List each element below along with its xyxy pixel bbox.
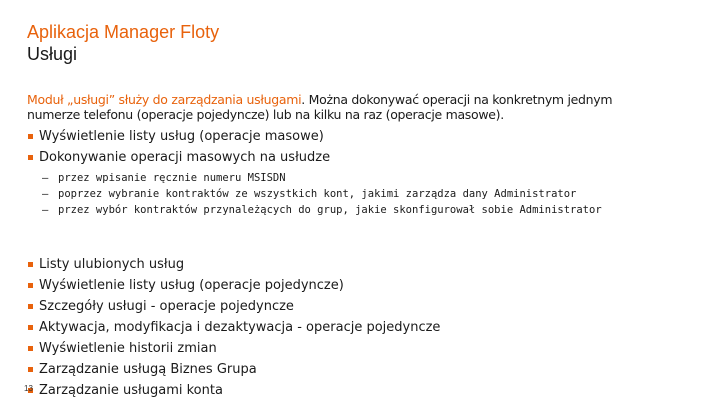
sub-list-item-label: przez wpisanie ręcznie numeru MSISDN: [58, 172, 286, 184]
bullet-square-icon: [28, 155, 33, 160]
list-item: [27, 338, 440, 359]
list-item: [27, 254, 440, 275]
list-item: [27, 296, 440, 317]
sub-list-item: [42, 170, 638, 186]
list-item-label: Aktywacja, modyfikacja i dezaktywacja - operacje pojedyncze: [39, 320, 441, 335]
intro-paragraph: [27, 92, 667, 122]
list-item-label: Dokonywanie operacji masowych na usłudze: [39, 150, 331, 165]
bullet-square-icon: [28, 134, 33, 139]
list-item: [27, 317, 440, 338]
dash-icon: –: [42, 204, 49, 216]
top-bullet-list: [27, 126, 330, 168]
sub-item-list: [42, 170, 638, 218]
bottom-bullet-list: [27, 254, 440, 401]
bullet-square-icon: [28, 346, 33, 351]
list-item-label: Zarządzanie usługą Biznes Grupa: [39, 362, 257, 377]
bullet-square-icon: [28, 283, 33, 288]
sub-list-item-label: poprzez wybranie kontraktów ze wszystkich kont, jakimi zarządza dany Administrator: [58, 188, 577, 200]
sub-list-item: [42, 202, 638, 218]
list-item-label: Zarządzanie usługami konta: [39, 383, 223, 398]
bullet-square-icon: [28, 304, 33, 309]
list-item-label: Listy ulubionych usług: [39, 257, 185, 272]
intro-highlight: Moduł „usługi” służy do zarządzania usługami: [27, 92, 302, 107]
dash-icon: –: [42, 188, 49, 200]
list-item-label: Wyświetlenie historii zmian: [39, 341, 217, 356]
page-number: 13: [24, 384, 33, 393]
list-item: [27, 147, 330, 168]
sub-list-item-label: przez wybór kontraktów przynależących do grup, jakie skonfigurował sobie Administrator: [58, 204, 602, 216]
list-item: [27, 126, 330, 147]
slide-subtitle: Usługi: [27, 44, 78, 64]
bullet-square-icon: [28, 262, 33, 267]
list-item: [27, 359, 440, 380]
bullet-square-icon: [28, 325, 33, 330]
list-item: [27, 275, 440, 296]
list-item-label: Szczegóły usługi - operacje pojedyncze: [39, 299, 294, 314]
bullet-square-icon: [28, 367, 33, 372]
list-item-label: Wyświetlenie listy usług (operacje pojedyncze): [39, 278, 344, 293]
dash-icon: –: [42, 172, 49, 184]
sub-list-item: [42, 186, 638, 202]
slide-title: Aplikacja Manager Floty: [27, 22, 220, 42]
list-item-label: Wyświetlenie listy usług (operacje masowe): [39, 129, 324, 144]
intro-text: . Można dokonywać operacji na konkretnym jednym numerze telefonu (operacje pojedyncze) lub na kilku na raz (operacje masowe).: [27, 92, 613, 122]
list-item: [27, 380, 440, 401]
